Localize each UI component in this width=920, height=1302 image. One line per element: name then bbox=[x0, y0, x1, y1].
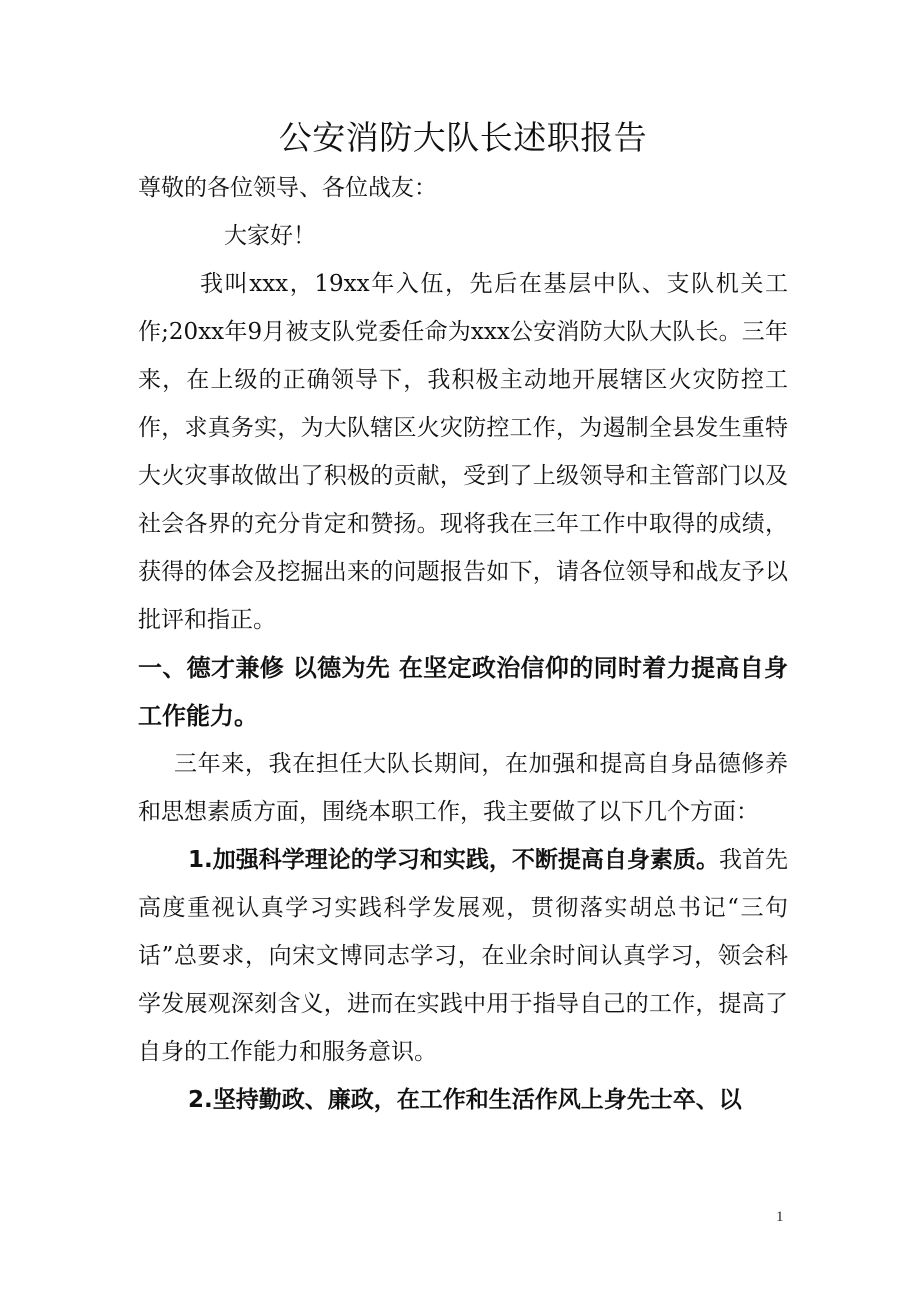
item-1-body: 我首先高度重视认真学习实践科学发展观，贯彻落实胡总书记“三句话”总要求，向宋文博同志学习，在业余时间认真学习，领会科学发展观深刻含义，进而在实践中用于指导自己的工作，提高了自身的工作能力和服务意识。 bbox=[138, 847, 789, 1065]
item-2-heading: 2.坚持勤政、廉政，在工作和生活作风上身先士卒、以 bbox=[188, 1087, 742, 1113]
greeting: 大家好！ bbox=[224, 223, 316, 249]
intro-paragraph: 我叫xxx，19xx年入伍，先后在基层中队、支队机关工作;20xx年9月被支队党委任命为xxx公安消防大队大队长。三年来，在上级的正确领导下，我积极主动地开展辖区火灾防控工作，求真务实，为大队辖区火灾防控工作，为遏制全县发生重特大火灾事故做出了积极的贡献，受到了上级领导和主管部门以及社会各界的充分肯定和赞扬。现将我在三年工作中取得的成绩，获得的体会及挖掘出来的问题报告如下，请各位领导和战友予以批评和指正。 bbox=[138, 271, 788, 633]
salutation: 尊敬的各位领导、各位战友： bbox=[138, 175, 437, 201]
section-1-intro-paragraph: 三年来，我在担任大队长期间，在加强和提高自身品德修养和思想素质方面，围绕本职工作，我主要做了以下几个方面： bbox=[138, 751, 788, 825]
item-2-paragraph bbox=[138, 1076, 788, 1124]
section-1-heading: 一、德才兼修 以德为先 在坚定政治信仰的同时着力提高自身工作能力。 bbox=[138, 654, 788, 730]
page-number: 1 bbox=[776, 1209, 784, 1225]
document-body bbox=[138, 112, 788, 1124]
document-title: 公安消防大队长述职报告 bbox=[278, 118, 648, 157]
item-1-paragraph bbox=[138, 836, 788, 1076]
item-1-heading: 1.加强科学理论的学习和实践，不断提高自身素质。 bbox=[188, 847, 719, 873]
